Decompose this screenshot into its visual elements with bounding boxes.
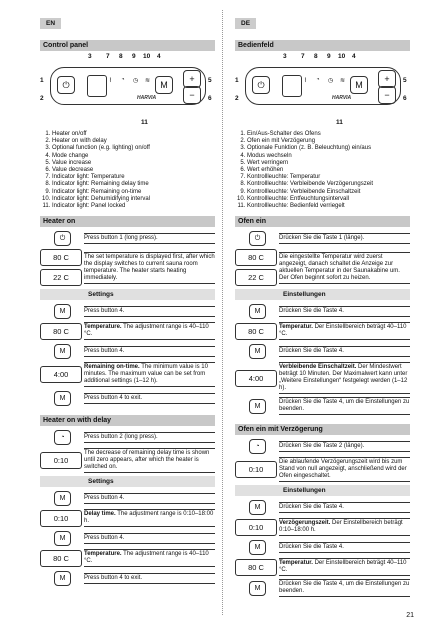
panel-plate [50, 67, 206, 105]
display-value: 0:10 [235, 461, 277, 478]
panel-plate [245, 67, 401, 105]
step-text: Press button 4. [84, 306, 215, 317]
display-value: 4:00 [235, 370, 277, 387]
decrease-button-icon: − [183, 86, 201, 104]
power-button-icon: ⏻ [252, 76, 270, 94]
column-divider [222, 10, 223, 615]
step-text: Temperature. The adjustment range is 40–110 °C. [84, 549, 215, 567]
section-header-heater-on: Ofen ein [235, 216, 410, 227]
mode-button-icon: M [54, 344, 71, 359]
callout-11: 11 [141, 119, 148, 126]
callout-8: 8 [119, 53, 123, 60]
decrease-button-icon: − [378, 86, 396, 104]
list-item: 5. Value increase [52, 160, 215, 167]
power-button-icon: ⏻ [57, 76, 75, 94]
list-item: 9. Kontrollleuchte: Verbleibende Einschaltzeit [247, 189, 410, 196]
step-text: Delay time. The adjustment range is 0:10–18:00 h. [84, 509, 215, 527]
mode-button-icon: M [54, 491, 71, 506]
list-item: 11. Kontrollleuchte: Bedienfeld verriegelt [247, 203, 410, 210]
display-value: 0:10 [235, 519, 277, 536]
mode-button-icon: M [249, 344, 266, 359]
mode-button-icon: M [249, 399, 266, 414]
step-text: The decrease of remaining delay time is shown until zero appears, after which the heater is switched on. [84, 448, 215, 473]
list-item: 7. Kontrollleuchte: Temperatur [247, 174, 410, 181]
step-text: Die eingestellte Temperatur wird zuerst angezeigt, danach schaltet die Anzeige zur aktuellen Temperatur in der Saunakabine um. Der Ofen beginnt sofort zu heizen. [279, 252, 410, 284]
section-header-heater-delay: Ofen ein mit Verzögerung [235, 424, 410, 435]
callout-1: 1 [40, 77, 44, 84]
power-button-icon: ⏻ [249, 231, 266, 246]
lang-tag: EN [40, 18, 61, 29]
step-text: Temperatur. Der Einstellbereich beträgt 40–110 °C. [279, 322, 410, 340]
list-item: 4. Mode change [52, 153, 215, 160]
mode-button-icon: M [249, 500, 266, 515]
display-value: 80 C [40, 550, 82, 567]
list-item: 3. Optionale Funktion (z. B. Beleuchtung) ein/aus [247, 145, 410, 152]
brand-logo: HARVIA [332, 95, 352, 101]
step-text: Die ablaufende Verzögerungszeit wird bis zum Stand von null angezeigt, anschließend wird der Ofen eingeschaltet. [279, 457, 410, 482]
step-text: Drücken Sie die Taste 4. [279, 346, 410, 357]
callout-4: 4 [352, 53, 356, 60]
subheader-settings: Settings [40, 476, 215, 487]
step-text: Press button 2 (long press). [84, 432, 215, 443]
column-de [235, 12, 410, 600]
brand-logo: HARVIA [137, 95, 157, 101]
step-text: Temperatur. Der Einstellbereich beträgt 40–110 °C. [279, 558, 410, 576]
callout-7: 7 [106, 53, 110, 60]
display-value: 80 C [235, 323, 277, 340]
step-text: Drücken Sie die Taste 4. [279, 306, 410, 317]
display-value: 80 C [235, 249, 277, 266]
display-value: 4:00 [40, 366, 82, 383]
list-item: 8. Kontrollleuchte: Verbleibende Verzögerungszeit [247, 181, 410, 188]
callout-6: 6 [403, 95, 407, 102]
on-time-indicator-icon: ◷ [328, 78, 334, 84]
dehumidify-indicator-icon: ≋ [340, 78, 346, 84]
step-text: The set temperature is displayed first, after which the display switches to current sauna room temperature. The heater starts heating immediately. [84, 252, 215, 284]
control-panel-diagram [235, 51, 410, 129]
display-value: 22 C [40, 269, 82, 286]
on-time-indicator-icon: ◷ [133, 78, 139, 84]
step-text: Press button 4. [84, 493, 215, 504]
list-item: 4. Modus wechseln [247, 153, 410, 160]
step-text: Drücken Sie die Taste 2 (länge). [279, 441, 410, 452]
mode-button-icon: M [350, 76, 368, 94]
list-item: 1. Heater on/off [52, 131, 215, 138]
callout-9: 9 [132, 53, 136, 60]
increase-button-icon: + [378, 70, 396, 88]
callout-4: 4 [157, 53, 161, 60]
callout-3: 3 [88, 53, 92, 60]
lang-tag: DE [235, 18, 256, 29]
callout-5: 5 [208, 77, 212, 84]
mode-button-icon: M [249, 304, 266, 319]
step-text: Drücken Sie die Taste 4. [279, 502, 410, 513]
step-text: Press button 4 to exit. [84, 393, 215, 404]
step-text: Drücken Sie die Taste 4, um die Einstellungen zu beenden. [279, 579, 410, 597]
step-text: Press button 4. [84, 533, 215, 544]
mode-button-icon: M [54, 571, 71, 586]
display-value: 0:10 [40, 452, 82, 469]
temperature-indicator-icon: ⌇ [109, 78, 112, 84]
callout-10: 10 [338, 53, 346, 60]
column-en [40, 12, 215, 589]
subheader-settings: Einstellungen [235, 289, 410, 300]
section-header-heater-on: Heater on [40, 216, 215, 227]
list-item: 2. Ofen ein mit Verzögerung [247, 138, 410, 145]
display-value: 80 C [40, 323, 82, 340]
callout-11: 11 [336, 119, 343, 126]
delay-indicator-icon: ◔ [316, 77, 320, 83]
callout-10: 10 [143, 53, 151, 60]
legend-list [40, 131, 215, 210]
delay-button-icon: ◔ [249, 439, 266, 454]
list-item: 6. Value decrease [52, 167, 215, 174]
increase-button-icon: + [183, 70, 201, 88]
mode-button-icon: M [54, 391, 71, 406]
subheader-settings: Settings [40, 289, 215, 300]
display-window [282, 75, 302, 97]
callout-2: 2 [40, 95, 44, 102]
page-number: 21 [406, 612, 414, 619]
mode-button-icon: M [249, 540, 266, 555]
display-value: 80 C [40, 249, 82, 266]
list-item: 11. Indicator light: Panel locked [52, 203, 215, 210]
step-text: Press button 1 (long press). [84, 233, 215, 244]
list-item: 2. Heater on with delay [52, 138, 215, 145]
delay-indicator-icon: ◔ [121, 77, 125, 83]
legend-list [235, 131, 410, 210]
step-text: Verzögerungszeit. Der Einstellbereich beträgt 0:10–18:00 h. [279, 518, 410, 536]
callout-3: 3 [283, 53, 287, 60]
list-item: 8. Indicator light: Remaining delay time [52, 181, 215, 188]
list-item: 1. Ein/Aus-Schalter des Ofens [247, 131, 410, 138]
list-item: 10. Kontrollleuchte: Entfeuchtungsintervall [247, 196, 410, 203]
list-item: 3. Optional function (e.g. lighting) on/off [52, 145, 215, 152]
mode-button-icon: M [54, 531, 71, 546]
list-item: 9. Indicator light: Remaining on-time [52, 189, 215, 196]
callout-5: 5 [403, 77, 407, 84]
step-text: Press button 4. [84, 346, 215, 357]
list-item: 7. Indicator light: Temperature [52, 174, 215, 181]
callout-8: 8 [314, 53, 318, 60]
display-value: 0:10 [40, 510, 82, 527]
step-text: Remaining on-time. The minimum value is 10 minutes. The maximum value can be set from additional settings (1–12 h). [84, 362, 215, 387]
power-button-icon: ⏻ [54, 231, 71, 246]
list-item: 10. Indicator light: Dehumidifying interval [52, 196, 215, 203]
mode-button-icon: M [155, 76, 173, 94]
callout-2: 2 [235, 95, 239, 102]
mode-button-icon: M [54, 304, 71, 319]
mode-button-icon: M [249, 581, 266, 596]
section-header-control-panel: Bedienfeld [235, 40, 410, 51]
list-item: 5. Wert verringern [247, 160, 410, 167]
dehumidify-indicator-icon: ≋ [145, 78, 151, 84]
subheader-settings: Einstellungen [235, 485, 410, 496]
delay-button-icon: ◔ [54, 430, 71, 445]
section-header-heater-delay: Heater on with delay [40, 415, 215, 426]
step-text: Press button 4 to exit. [84, 573, 215, 584]
callout-9: 9 [327, 53, 331, 60]
list-item: 6. Wert erhöhen [247, 167, 410, 174]
display-value: 22 C [235, 269, 277, 286]
step-text: Temperature. The adjustment range is 40–110 °C. [84, 322, 215, 340]
display-value: 80 C [235, 559, 277, 576]
control-panel-diagram [40, 51, 215, 129]
callout-1: 1 [235, 77, 239, 84]
section-header-control-panel: Control panel [40, 40, 215, 51]
step-text: Drücken Sie die Taste 4, um die Einstellungen zu beenden. [279, 397, 410, 415]
callout-7: 7 [301, 53, 305, 60]
step-text: Drücken Sie die Taste 4. [279, 542, 410, 553]
step-text: Drücken Sie die Taste 1 (länge). [279, 233, 410, 244]
callout-6: 6 [208, 95, 212, 102]
step-text: Verbleibende Einschaltzeit. Der Mindestwert beträgt 10 Minuten. Der Maximalwert kann unter „Weitere Einstellungen“ festgelegt werden (1–12 h). [279, 362, 410, 394]
temperature-indicator-icon: ⌇ [304, 78, 307, 84]
display-window [87, 75, 107, 97]
